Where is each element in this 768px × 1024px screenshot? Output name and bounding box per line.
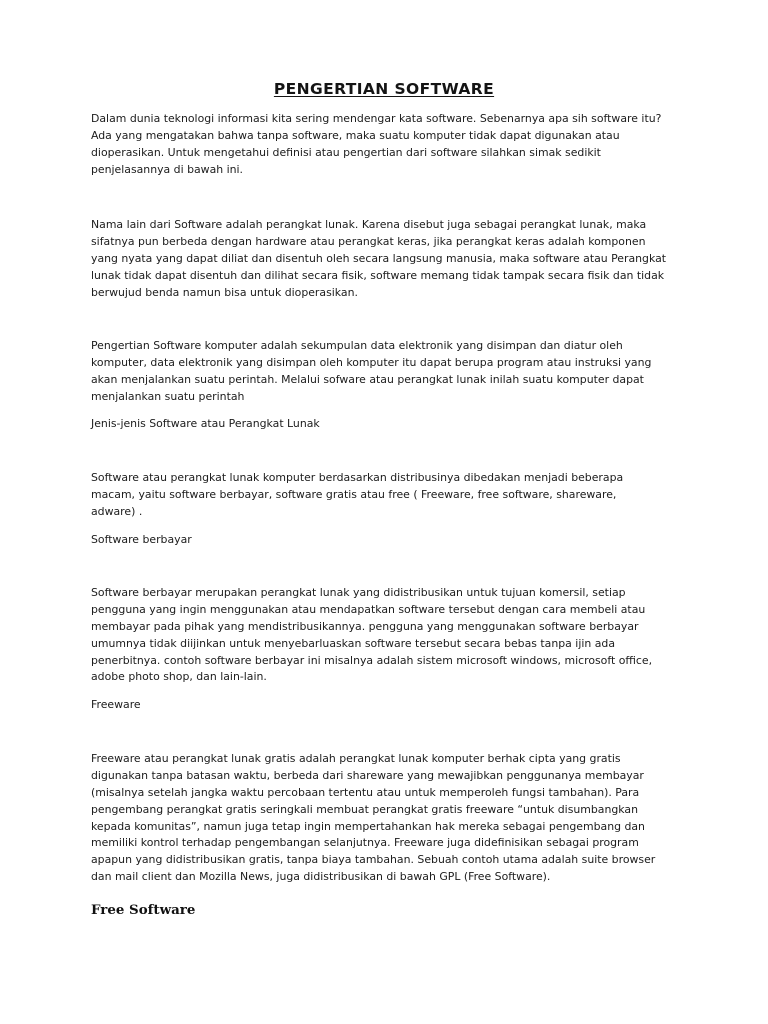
text-line: menjalankan suatu perintah [91, 389, 245, 403]
text-line: digunakan tanpa batasan waktu, berbeda dari shareware yang mewajibkan penggunanya membayar [91, 768, 644, 782]
text-line: Software atau perangkat lunak komputer berdasarkan distribusinya dibedakan menjadi beberapa [91, 471, 624, 484]
text-line: Freeware atau perangkat lunak gratis adalah perangkat lunak komputer berhak cipta yang gratis [91, 752, 621, 765]
text-line: pengembang perangkat gratis seringkali membuat perangkat gratis freeware “untuk disumbangkan [91, 802, 638, 816]
text-line: sifatnya pun berbeda dengan hardware atau perangkat keras, jika perangkat keras adalah komponen [91, 234, 646, 248]
paragraph-nama-lain [91, 217, 681, 301]
text-line: apapun yang didistribusikan gratis, tanpa biaya tambahan. Sebuah contoh utama adalah suite browser [91, 853, 656, 867]
text-line: yang nyata yang dapat diliat dan disentuh oleh secara langsung manusia, maka software atau Perangkat [91, 251, 667, 265]
text-line: Pengertian Software komputer adalah sekumpulan data elektronik yang disimpan dan diatur oleh [91, 339, 623, 352]
section-heading-freeware [91, 697, 681, 714]
text-line: membayar pada pihak yang mendistribusikannya. pengguna yang menggunakan software berbayar [91, 619, 639, 633]
text-line: komputer, data elektronik yang disimpan oleh komputer itu dapat berupa program atau instruksi yang [91, 355, 652, 369]
text-line: adobe photo shop, dan lain-lain. [91, 670, 267, 684]
section-heading-berbayar [91, 532, 681, 549]
text-line: Ada yang mengatakan bahwa tanpa software, maka suatu komputer tidak dapat digunakan atau [91, 128, 620, 142]
text-line: dioperasikan. Untuk mengetahui definisi atau pengertian dari software silahkan simak sedikit [91, 145, 601, 159]
page-title: PENGERTIAN SOFTWARE [273, 80, 495, 98]
text-line: umumnya tidak diijinkan untuk menyebarluaskan software tersebut secara bebas tanpa ijin ada [91, 636, 616, 650]
text-line: kepada komunitas”, namun juga tetap ingin mempertahankan hak mereka sebagai pengembang dan [91, 819, 645, 833]
text-line: Dalam dunia teknologi informasi kita sering mendengar kata software. Sebenarnya apa sih software itu? [91, 112, 662, 125]
paragraph-distribusi [91, 470, 681, 521]
text-line: penerbitnya. contoh software berbayar ini misalnya adalah sistem microsoft windows, microsoft office, [91, 653, 653, 667]
paragraph-freeware [91, 751, 681, 886]
paragraph-pengertian [91, 338, 681, 406]
text-line: pengguna yang ingin menggunakan atau mendapatkan software tersebut dengan cara membeli atau [91, 602, 646, 616]
text-line: (misalnya setelah jangka waktu percobaan tertentu atau untuk memperoleh fungsi tambahan). Para [91, 785, 640, 799]
paragraph-intro [91, 111, 681, 179]
text-line: Freeware [91, 698, 141, 711]
section-heading-free-software: Free Software [91, 902, 196, 918]
paragraph-berbayar [91, 585, 681, 686]
text-line: penjelasannya di bawah ini. [91, 162, 244, 176]
text-line: dan mail client dan Mozilla News, juga didistribusikan di bawah GPL (Free Software). [91, 870, 551, 884]
text-line: Jenis-jenis Software atau Perangkat Lunak [91, 417, 320, 430]
text-line: macam, yaitu software berbayar, software gratis atau free ( Freeware, free software, shareware, [91, 487, 617, 501]
text-line: berwujud benda namun bisa untuk dioperasikan. [91, 285, 358, 299]
text-line: Nama lain dari Software adalah perangkat lunak. Karena disebut juga sebagai perangkat lunak, maka [91, 218, 647, 231]
text-line: akan menjalankan suatu perintah. Melalui sofware atau perangkat lunak inilah suatu komputer dapat [91, 372, 644, 386]
text-line: adware) . [91, 504, 143, 518]
text-line: memiliki kontrol terhadap pengembangan selanjutnya. Freeware juga didefinisikan sebagai program [91, 836, 639, 850]
text-line: Software berbayar [91, 533, 192, 546]
section-heading-jenis [91, 416, 681, 433]
text-line: Software berbayar merupakan perangkat lunak yang didistribusikan untuk tujuan komersil, setiap [91, 586, 626, 599]
text-line: lunak tidak dapat disentuh dan dilihat secara fisik, software memang tidak tampak secara fisik dan tidak [91, 268, 665, 282]
